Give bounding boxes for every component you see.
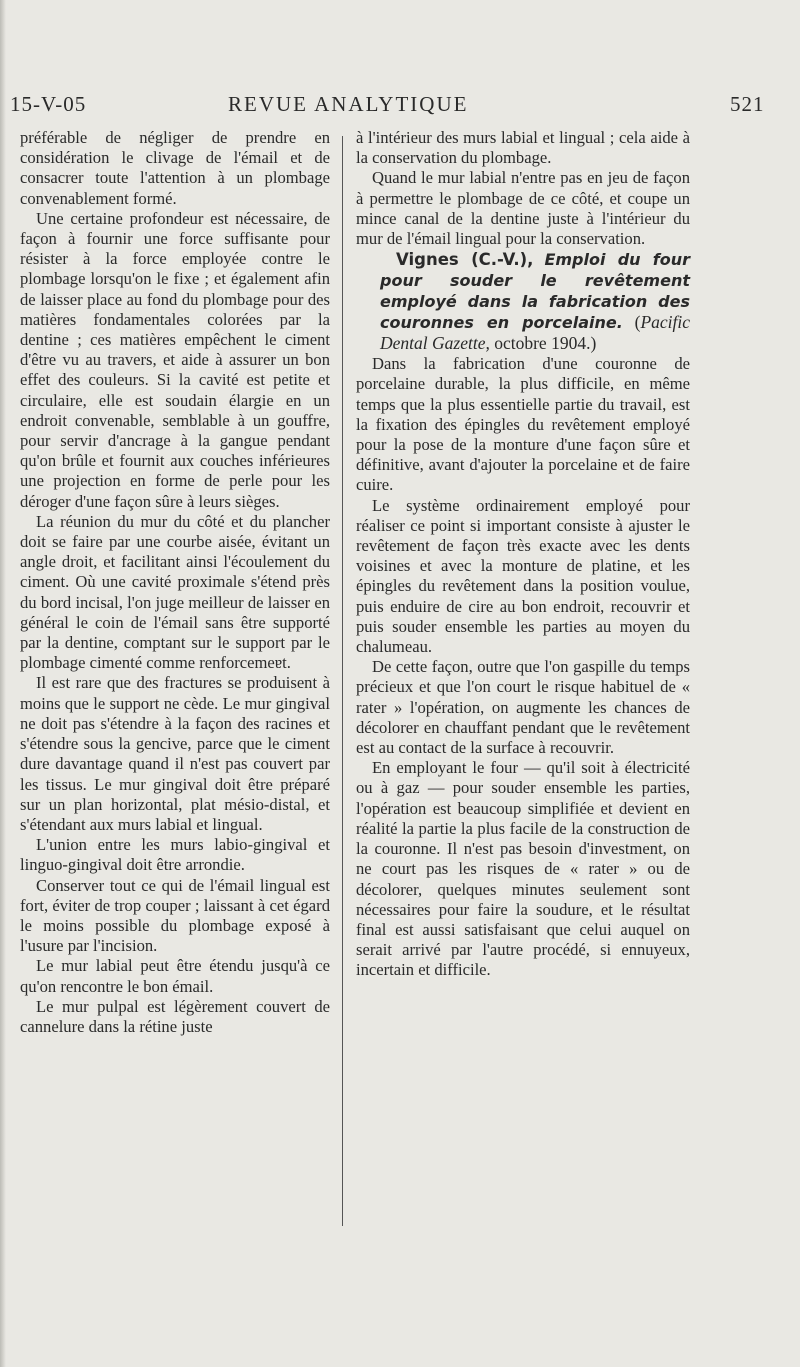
article-author: Vignes (C.-V.), xyxy=(396,250,534,270)
paragraph: à l'intérieur des murs labial et lingual ; cela aide à la conservation du plombage. xyxy=(356,128,690,168)
right-column xyxy=(356,128,690,981)
paragraph: Le système ordinairement employé pour réaliser ce point si important consiste à ajuster le revêtement de façon très exacte avec les dents voisines et avec la monture de platine, et les épingles du revêtement dans la position voulue, puis enduire de cire au bon endroit, recouvrir et puis souder ensemble les parties au moyen du chalumeau. xyxy=(356,495,690,657)
paragraph: Il est rare que des fractures se produisent à moins que le support ne cède. Le mur gingival ne doit pas s'étendre à la façon des racines et s'étendre sous la gencive, parce que le ciment dure davantage quand il n'est pas couvert par les tissus. Le mur gingival doit être préparé sur un plan horizontal, plat mésio-distal, et s'étendant aux murs labial et lingual. xyxy=(20,673,330,834)
header-journal-title: REVUE ANALYTIQUE xyxy=(228,92,469,116)
column-divider xyxy=(342,136,343,1226)
paragraph: Le mur pulpal est légèrement couvert de cannelure dans la rétine juste xyxy=(20,996,330,1036)
paragraph: Une certaine profondeur est nécessaire, de façon à fournir une force suffisante pour résister à la force employée contre le plombage lorsqu'on le fixe ; et également afin de laisser place au fond du plombage pour des matières fondamentales colorées par la dentine ; ces matières empêchent le ciment d'être vu au travers, et aide à assurer un bon effet des couleurs. Si la cavité est petite et circulaire, elle est soudain élargie en un endroit convenable, semblable à un gouffre, pour servir d'ancrage à la gangue pendant qu'on brûle et fournit aux couches inférieures une projection en forme de perle pour les déroger d'une façon sûre à leurs sièges. xyxy=(20,208,330,511)
paragraph: Quand le mur labial n'entre pas en jeu de façon à permettre le plombage de ce côté, et coupe un mince canal de la dentine juste à l'intérieur du mur de l'émail lingual pour la conservation. xyxy=(356,168,690,249)
paragraph: Dans la fabrication d'une couronne de porcelaine durable, la plus difficile, en même temps que la plus essentielle partie du travail, est la fixation des épingles du revêtement employé pour la pose de la monture d'une façon sûre et définitive, avant d'ajouter la porcelaine et de faire cuire. xyxy=(356,354,690,495)
left-column xyxy=(20,128,330,1037)
source-open: ( xyxy=(622,312,641,333)
article-source: Pacific Dental Gazette, xyxy=(380,312,691,354)
paragraph: En employant le four — qu'il soit à électricité ou à gaz — pour souder ensemble les parties, l'opération est beaucoup simplifiée et devient en réalité la partie la plus facile de la construction de la couronne. Il n'est pas besoin d'investment, on ne court pas les risques de « rater » ou de décolorer, quelques minutes seulement sont nécessaires pour faire la soudure, et le résultat final est aussi satisfaisant que celui auquel on serait arrivé par l'autre procédé, si ennuyeux, incertain et difficile. xyxy=(356,758,690,980)
article-title: Emploi du four pour souder le revêtement employé dans la fabrication des couronnes en porcelaine. xyxy=(380,250,691,333)
paragraph: Le mur labial peut être étendu jusqu'à ce qu'on rencontre le bon émail. xyxy=(20,956,330,996)
header-date: 15-V-05 xyxy=(10,92,87,116)
paragraph: préférable de négliger de prendre en considération le clivage de l'émail et de consacrer toute l'attention à un plombage convenablement formé. xyxy=(20,128,330,208)
paragraph: L'union entre les murs labio-gingival et linguo-gingival doit être arrondie. xyxy=(20,835,330,875)
page-edge-shadow xyxy=(0,0,6,1367)
article-heading xyxy=(356,249,690,354)
paragraph: La réunion du mur du côté et du plancher doit se faire par une courbe aisée, évitant un angle droit, et facilitant ainsi l'écoulement du ciment. Où une cavité proximale s'étend près du bord incisal, l'on juge meilleur de laisser en général le coin de l'émail sans être supporté par la dentine, comptant sur le support par le plombage cimenté comme renforcemeɐt. xyxy=(20,511,330,673)
paragraph: De cette façon, outre que l'on gaspille du temps précieux et que l'on court le risque habituel de « rater » l'opération, on augmente les chances de décolorer en chauffant pendant que le revêtement est au contact de la surface à recouvrir. xyxy=(356,657,690,758)
article-date: octobre 1904.) xyxy=(489,333,597,354)
paragraph: Conserver tout ce qui de l'émail lingual est fort, éviter de trop couper ; laissant à cet égard le moins possible du plombage exposé à l'usure par l'incision. xyxy=(20,875,330,956)
running-header xyxy=(0,92,800,122)
page-number: 521 xyxy=(730,92,765,116)
